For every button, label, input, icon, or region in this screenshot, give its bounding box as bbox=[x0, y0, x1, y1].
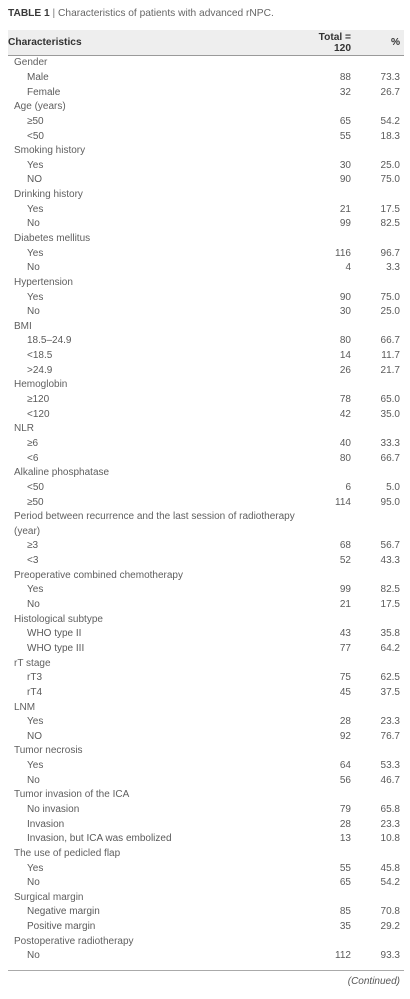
cell-characteristic: NLR bbox=[14, 423, 35, 435]
cell-total: 21 bbox=[339, 203, 351, 215]
table-group-row bbox=[8, 934, 404, 949]
cell-characteristic: Diabetes mellitus bbox=[14, 233, 91, 244]
cell-percent: 62.5 bbox=[380, 672, 400, 684]
cell-characteristic: <120 bbox=[27, 408, 50, 420]
cell-percent: 29.2 bbox=[380, 921, 400, 933]
cell-characteristic: Yes bbox=[27, 716, 44, 728]
cell-total: 78 bbox=[339, 394, 351, 406]
table-group-row bbox=[8, 568, 404, 583]
cell-total: 64 bbox=[339, 760, 351, 772]
cell-total: 116 bbox=[335, 247, 351, 259]
cell-percent: 82.5 bbox=[380, 218, 400, 230]
cell-percent: 17.5 bbox=[380, 203, 400, 215]
cell-percent bbox=[371, 656, 404, 671]
cell-percent bbox=[371, 891, 404, 906]
cell-total: 112 bbox=[335, 950, 351, 962]
cell-total: 32 bbox=[339, 86, 351, 98]
cell-total bbox=[299, 378, 371, 393]
cell-percent: 33.3 bbox=[380, 437, 400, 449]
table-row bbox=[8, 290, 404, 305]
cell-percent: 56.7 bbox=[380, 540, 400, 552]
table-row bbox=[8, 920, 404, 935]
cell-total: 4 bbox=[345, 262, 351, 274]
cell-characteristic: <6 bbox=[27, 452, 39, 464]
cell-total: 65 bbox=[339, 877, 351, 889]
cell-total bbox=[299, 656, 371, 671]
table-row bbox=[8, 759, 404, 774]
cell-percent: 46.7 bbox=[380, 774, 400, 786]
cell-total: 65 bbox=[339, 115, 351, 127]
cell-characteristic: NO bbox=[27, 730, 42, 742]
cell-characteristic: BMI bbox=[14, 320, 32, 332]
cell-total bbox=[299, 612, 371, 627]
cell-characteristic: No bbox=[27, 877, 40, 889]
table-row bbox=[8, 715, 404, 730]
cell-characteristic: Positive margin bbox=[27, 921, 96, 933]
cell-total bbox=[299, 56, 371, 71]
table-row bbox=[8, 129, 404, 144]
cell-percent: 26.7 bbox=[380, 86, 400, 98]
cell-percent: 25.0 bbox=[380, 306, 400, 318]
cell-percent bbox=[371, 378, 404, 393]
table-row bbox=[8, 115, 404, 130]
cell-percent bbox=[371, 700, 404, 715]
cell-percent bbox=[371, 144, 404, 159]
table-group-row bbox=[8, 188, 404, 203]
table-row bbox=[8, 671, 404, 686]
table-bottom-rule bbox=[8, 970, 404, 971]
cell-characteristic: WHO type II bbox=[27, 628, 82, 640]
table-row bbox=[8, 158, 404, 173]
cell-total: 52 bbox=[339, 555, 351, 567]
cell-total bbox=[299, 188, 371, 203]
cell-percent: 96.7 bbox=[380, 247, 400, 259]
table-row bbox=[8, 85, 404, 100]
header-total: Total = 120 bbox=[299, 30, 371, 56]
cell-percent: 23.3 bbox=[380, 818, 400, 830]
cell-percent: 18.3 bbox=[380, 130, 400, 142]
cell-total bbox=[299, 934, 371, 949]
cell-percent: 73.3 bbox=[380, 71, 400, 83]
cell-characteristic: <18.5 bbox=[27, 350, 53, 362]
cell-characteristic: Alkaline phosphatase bbox=[14, 467, 110, 479]
table-group-row bbox=[8, 744, 404, 759]
cell-total: 80 bbox=[339, 335, 351, 347]
table-group-row bbox=[8, 144, 404, 159]
cell-characteristic: No bbox=[27, 218, 40, 230]
cell-total: 99 bbox=[339, 218, 351, 230]
table-group-row bbox=[8, 700, 404, 715]
cell-total bbox=[299, 466, 371, 481]
cell-percent: 75.0 bbox=[380, 291, 400, 303]
table-group-row bbox=[8, 320, 404, 335]
table-row bbox=[8, 686, 404, 701]
cell-total bbox=[299, 320, 371, 335]
cell-characteristic: Male bbox=[27, 71, 49, 83]
cell-percent: 54.2 bbox=[380, 877, 400, 889]
cell-percent bbox=[371, 744, 404, 759]
table-group-row bbox=[8, 847, 404, 862]
cell-percent: 3.3 bbox=[386, 262, 400, 274]
table-row bbox=[8, 305, 404, 320]
cell-total: 45 bbox=[339, 686, 351, 698]
cell-total: 6 bbox=[345, 481, 351, 493]
table-row bbox=[8, 583, 404, 598]
cell-characteristic: rT3 bbox=[27, 672, 42, 684]
cell-characteristic: Yes bbox=[27, 159, 44, 171]
cell-characteristic: Histological subtype bbox=[14, 613, 103, 625]
cell-characteristic: WHO type III bbox=[27, 642, 85, 654]
cell-characteristic: Postoperative radiotherapy bbox=[14, 935, 134, 947]
cell-characteristic: Female bbox=[27, 86, 61, 98]
cell-total: 75 bbox=[339, 672, 351, 684]
table-group-row bbox=[8, 466, 404, 481]
cell-percent bbox=[371, 466, 404, 481]
cell-percent bbox=[371, 422, 404, 437]
cell-characteristic: rT4 bbox=[27, 686, 42, 698]
table-row bbox=[8, 627, 404, 642]
cell-characteristic: No bbox=[27, 950, 40, 962]
cell-percent: 70.8 bbox=[380, 906, 400, 918]
cell-total: 30 bbox=[339, 159, 351, 171]
cell-total: 14 bbox=[339, 350, 351, 362]
cell-percent: 17.5 bbox=[380, 599, 400, 611]
table-row bbox=[8, 481, 404, 496]
table-row bbox=[8, 173, 404, 188]
cell-characteristic: Drinking history bbox=[14, 189, 83, 201]
cell-percent bbox=[371, 788, 404, 803]
table-row bbox=[8, 407, 404, 422]
table-row bbox=[8, 876, 404, 891]
table-row bbox=[8, 71, 404, 86]
cell-percent: 10.8 bbox=[380, 833, 400, 845]
cell-percent: 64.2 bbox=[380, 642, 400, 654]
table-row bbox=[8, 437, 404, 452]
cell-total: 55 bbox=[339, 130, 351, 142]
cell-percent: 82.5 bbox=[380, 584, 400, 596]
cell-characteristic: ≥120 bbox=[27, 394, 50, 406]
cell-total bbox=[299, 276, 371, 291]
table-row bbox=[8, 349, 404, 364]
cell-total bbox=[299, 510, 371, 539]
table-row bbox=[8, 554, 404, 569]
cell-total bbox=[299, 788, 371, 803]
cell-characteristic: LNM bbox=[14, 701, 36, 713]
cell-percent bbox=[371, 100, 404, 115]
cell-characteristic: Surgical margin bbox=[14, 891, 84, 903]
cell-characteristic: Hemoglobin bbox=[14, 379, 68, 391]
table-body bbox=[8, 56, 404, 964]
cell-percent: 23.3 bbox=[380, 716, 400, 728]
header-characteristics: Characteristics bbox=[8, 30, 299, 56]
cell-characteristic: Yes bbox=[27, 760, 44, 772]
cell-characteristic: No bbox=[27, 306, 40, 318]
table-row bbox=[8, 803, 404, 818]
table-group-row bbox=[8, 891, 404, 906]
cell-total: 42 bbox=[339, 408, 351, 420]
table-row bbox=[8, 261, 404, 276]
cell-total: 92 bbox=[339, 730, 351, 742]
cell-total bbox=[299, 568, 371, 583]
cell-percent bbox=[371, 56, 404, 71]
cell-total: 99 bbox=[339, 584, 351, 596]
table-header-row bbox=[8, 30, 404, 56]
cell-total bbox=[299, 422, 371, 437]
cell-percent: 65.8 bbox=[380, 804, 400, 815]
cell-percent: 93.3 bbox=[380, 950, 400, 962]
cell-total: 40 bbox=[339, 437, 351, 449]
cell-percent: 45.8 bbox=[380, 862, 400, 874]
cell-percent bbox=[371, 612, 404, 627]
cell-percent: 66.7 bbox=[380, 335, 400, 347]
cell-characteristic: rT stage bbox=[14, 657, 51, 669]
table-row bbox=[8, 334, 404, 349]
table-group-row bbox=[8, 422, 404, 437]
cell-total: 55 bbox=[339, 862, 351, 874]
header-percent: % bbox=[371, 30, 404, 56]
cell-characteristic: Period between recurrence and the last session of radiotherapy (year) bbox=[14, 510, 295, 537]
cell-percent: 76.7 bbox=[380, 730, 400, 742]
cell-characteristic: Yes bbox=[27, 862, 44, 874]
cell-percent: 21.7 bbox=[380, 364, 400, 376]
cell-total: 43 bbox=[339, 628, 351, 640]
table-row bbox=[8, 773, 404, 788]
cell-characteristic: Gender bbox=[14, 57, 48, 69]
cell-total: 28 bbox=[339, 818, 351, 830]
table-group-row bbox=[8, 510, 404, 539]
cell-total: 80 bbox=[339, 452, 351, 464]
cell-percent bbox=[371, 320, 404, 335]
cell-percent: 54.2 bbox=[380, 115, 400, 127]
cell-characteristic: Yes bbox=[27, 584, 44, 596]
cell-characteristic: <3 bbox=[27, 555, 39, 567]
cell-percent: 35.8 bbox=[380, 628, 400, 640]
table-row bbox=[8, 451, 404, 466]
cell-characteristic: Hypertension bbox=[14, 276, 73, 288]
cell-characteristic: NO bbox=[27, 174, 42, 186]
table-row bbox=[8, 539, 404, 554]
cell-total: 28 bbox=[339, 716, 351, 728]
cell-total: 21 bbox=[339, 599, 351, 611]
table-caption bbox=[8, 7, 404, 20]
cell-percent bbox=[371, 847, 404, 862]
cell-characteristic: No invasion bbox=[27, 804, 80, 815]
cell-characteristic: Invasion, but ICA was embolized bbox=[27, 833, 172, 845]
cell-characteristic: <50 bbox=[27, 481, 44, 493]
characteristics-table bbox=[8, 30, 404, 964]
cell-total bbox=[299, 891, 371, 906]
cell-percent bbox=[371, 568, 404, 583]
cell-total bbox=[299, 144, 371, 159]
cell-characteristic: 18.5–24.9 bbox=[27, 335, 72, 347]
cell-characteristic: Negative margin bbox=[27, 906, 100, 918]
table-row bbox=[8, 905, 404, 920]
cell-total: 35 bbox=[339, 921, 351, 933]
table-row bbox=[8, 832, 404, 847]
cell-total: 90 bbox=[339, 174, 351, 186]
cell-percent: 95.0 bbox=[380, 496, 400, 508]
table-group-row bbox=[8, 378, 404, 393]
table-group-row bbox=[8, 100, 404, 115]
cell-characteristic: Preoperative combined chemotherapy bbox=[14, 569, 183, 581]
cell-characteristic: Yes bbox=[27, 203, 44, 215]
cell-total bbox=[299, 744, 371, 759]
cell-characteristic: Invasion bbox=[27, 818, 65, 830]
cell-total: 90 bbox=[339, 291, 351, 303]
cell-total: 85 bbox=[339, 906, 351, 918]
cell-characteristic: ≥50 bbox=[27, 115, 44, 127]
cell-characteristic: Yes bbox=[27, 247, 44, 259]
cell-characteristic: <50 bbox=[27, 130, 44, 142]
caption-text: Characteristics of patients with advanced rNPC. bbox=[58, 8, 274, 19]
continued-note: (Continued) bbox=[347, 975, 400, 987]
table-row bbox=[8, 217, 404, 232]
cell-characteristic: ≥50 bbox=[27, 496, 44, 508]
table-row bbox=[8, 246, 404, 261]
cell-percent: 37.5 bbox=[380, 686, 400, 698]
cell-total: 88 bbox=[339, 71, 351, 83]
cell-characteristic: ≥6 bbox=[27, 437, 39, 449]
cell-percent: 25.0 bbox=[380, 159, 400, 171]
cell-total bbox=[299, 847, 371, 862]
table-group-row bbox=[8, 232, 404, 247]
table-row bbox=[8, 598, 404, 613]
cell-total: 114 bbox=[335, 496, 351, 508]
cell-characteristic: >24.9 bbox=[27, 364, 53, 376]
cell-total bbox=[299, 232, 371, 247]
cell-characteristic: Age (years) bbox=[14, 101, 66, 113]
cell-percent bbox=[371, 934, 404, 949]
table-row bbox=[8, 202, 404, 217]
cell-characteristic: No bbox=[27, 599, 40, 611]
cell-percent: 75.0 bbox=[380, 174, 400, 186]
cell-total: 77 bbox=[339, 642, 351, 654]
table-row bbox=[8, 642, 404, 657]
cell-characteristic: ≥3 bbox=[27, 540, 39, 552]
table-group-row bbox=[8, 788, 404, 803]
cell-total: 79 bbox=[339, 804, 351, 815]
table-row bbox=[8, 363, 404, 378]
cell-percent: 11.7 bbox=[381, 350, 400, 362]
cell-total bbox=[299, 100, 371, 115]
cell-total: 56 bbox=[339, 774, 351, 786]
table-row bbox=[8, 817, 404, 832]
cell-characteristic: Yes bbox=[27, 291, 44, 303]
table-group-row bbox=[8, 656, 404, 671]
cell-percent: 53.3 bbox=[380, 760, 400, 772]
table-row bbox=[8, 393, 404, 408]
cell-percent: 35.0 bbox=[380, 408, 400, 420]
table-row bbox=[8, 495, 404, 510]
table-row bbox=[8, 861, 404, 876]
cell-percent: 5.0 bbox=[386, 481, 400, 493]
cell-percent bbox=[371, 510, 404, 539]
cell-percent: 43.3 bbox=[380, 555, 400, 567]
cell-total bbox=[299, 700, 371, 715]
cell-total: 26 bbox=[339, 364, 351, 376]
cell-percent: 66.7 bbox=[380, 452, 400, 464]
table-group-row bbox=[8, 612, 404, 627]
table-row bbox=[8, 949, 404, 964]
cell-percent bbox=[371, 188, 404, 203]
cell-percent bbox=[371, 232, 404, 247]
cell-characteristic: Smoking history bbox=[14, 145, 86, 157]
cell-characteristic: Tumor necrosis bbox=[14, 745, 83, 757]
cell-characteristic: No bbox=[27, 262, 40, 274]
cell-characteristic: Tumor invasion of the ICA bbox=[14, 789, 130, 801]
cell-total: 30 bbox=[339, 306, 351, 318]
table-number: TABLE 1 bbox=[8, 8, 50, 19]
caption-separator: | bbox=[52, 8, 56, 19]
cell-characteristic: The use of pedicled flap bbox=[14, 847, 121, 859]
cell-percent bbox=[371, 276, 404, 291]
table-group-row bbox=[8, 56, 404, 71]
cell-total: 68 bbox=[339, 540, 351, 552]
cell-total: 13 bbox=[339, 833, 351, 845]
cell-percent: 65.0 bbox=[380, 394, 400, 406]
cell-characteristic: No bbox=[27, 774, 40, 786]
table-row bbox=[8, 729, 404, 744]
table-group-row bbox=[8, 276, 404, 291]
